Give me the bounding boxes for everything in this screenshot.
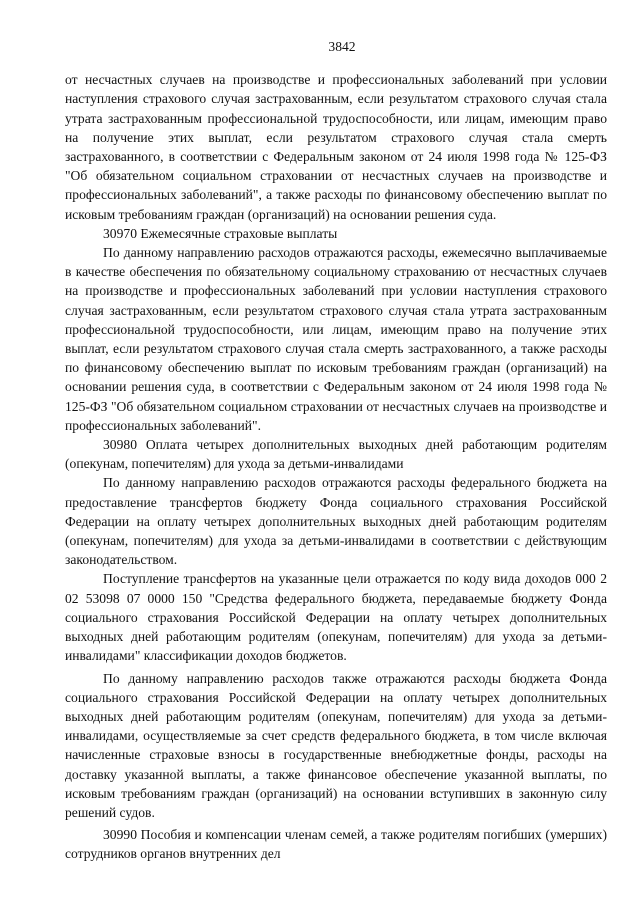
paragraph-30980-income-code: Поступление трансфертов на указанные цели отражается по коду вида доходов 000 2 02 53098 07 0000 150 "Средства федерального бюджета, передаваемые бюджету Фонда социального страхования Российской Федерации на оплату четырех дополнительных выходных дней работающим родителям (опекунам, попечителям) для ухода за детьми-инвалидами" классификации доходов бюджетов. xyxy=(65,571,607,664)
paragraph-30970-description: По данному направлению расходов отражаются расходы, ежемесячно выплачиваемые в качестве обеспечения по обязательному социальному страхованию от несчастных случаев на производстве и профессиональных заболеваний при условии наступления страхового случая застрахованным, если результатом страхового случая стала утрата застрахованным профессиональной трудоспособности, или лицам, имеющим право на получение этих выплат, если результатом страхового случая стала смерть застрахованного, а также расходы по финансовому обеспечению выплат по исковым требованиям граждан (организаций) на основании решения суда, в соответствии с Федеральным законом от 24 июля 1998 года № 125-ФЗ "Об обязательном социальном страховании от несчастных случаев на производстве и профессиональных заболеваний". xyxy=(65,245,607,433)
page-number: 3842 xyxy=(328,39,356,54)
section-heading-30990: 30990 Пособия и компенсации членам семей, а также родителям погибших (умерших) сотрудников органов внутренних дел xyxy=(65,827,607,862)
paragraph-30980-fund-expenses: По данному направлению расходов также отражаются расходы бюджета Фонда социального страхования Российской Федерации на оплату четырех дополнительных выходных дней работающим родителям (опекунам, попечителям) для ухода за детьми-инвалидами, осуществляемые за счет средств федерального бюджета, в том числе включая начисленные страховые взносы в государственные внебюджетные фонды, расходы на доставку указанной выплаты, а также финансовое обеспечение указанной выплаты, по исковым требованиям граждан (организаций) на основании вступивших в законную силу решений судов. xyxy=(65,670,607,820)
paragraph-continuation: от несчастных случаев на производстве и профессиональных заболеваний при условии наступления страхового случая застрахованным, если результатом страхового случая стала утрата застрахованным профессиональной трудоспособности, или лицам, имеющим право на получение этих выплат, если результатом страхового случая стала смерть застрахованного, в соответствии с Федеральным законом от 24 июля 1998 года № 125-ФЗ "Об обязательном социальном страховании от несчастных случаев на производстве и профессиональных заболеваний", а также расходы по финансовому обеспечению выплат по исковым требованиям граждан (организаций) на основании решения суда. xyxy=(65,72,607,222)
section-heading-30970: 30970 Ежемесячные страховые выплаты xyxy=(103,225,338,241)
paragraph-30980-description: По данному направлению расходов отражаются расходы федерального бюджета на предоставление трансфертов бюджету Фонда социального страхования Российской Федерации на оплату четырех дополнительных выходных дней работающим родителям (опекунам, попечителям) для ухода за детьми-инвалидами в соответствии с действующим законодательством. xyxy=(65,475,607,568)
section-heading-30980: 30980 Оплата четырех дополнительных выходных дней работающим родителям (опекунам, попечителям) для ухода за детьми-инвалидами xyxy=(65,437,607,472)
